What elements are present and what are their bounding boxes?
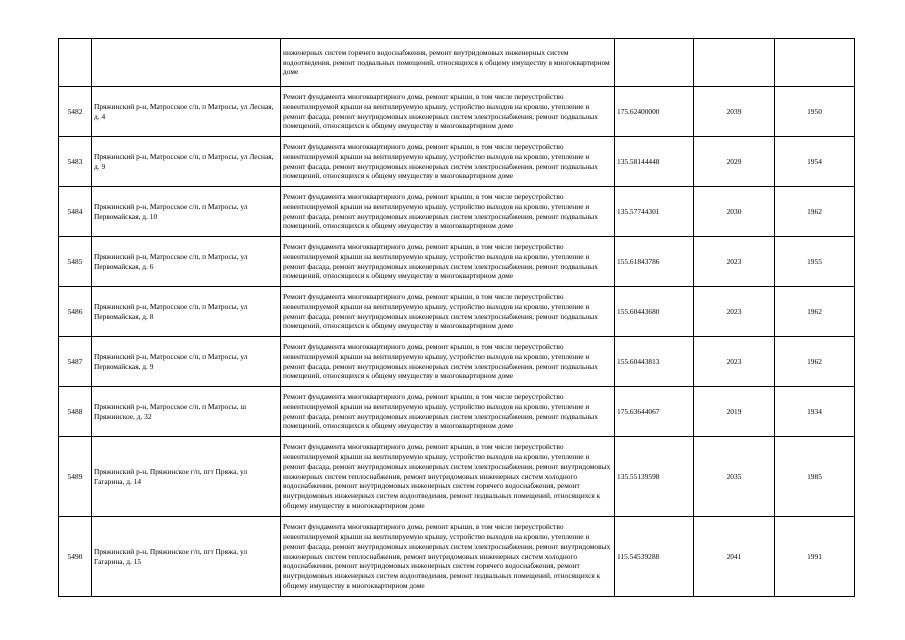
planned-year-cell: 2029 xyxy=(694,137,775,187)
build-year-cell: 1954 xyxy=(775,137,855,187)
address-cell: Пряжинский р-н, Пряжинское г/п, пгт Пряжа, ул Гагарина, д. 15 xyxy=(92,517,281,597)
build-year-cell: 1985 xyxy=(775,437,855,517)
address-cell: Пряжинский р-н, Матросское с/п, п Матросы, ул Первомайская, д. 9 xyxy=(92,337,281,387)
table-row xyxy=(59,337,855,387)
works-cell: Ремонт фундамента многоквартирного дома, ремонт крыши, в том числе переустройство невентилируемой крыши на вентилируемую крышу, устройство выходов на кровлю, утепление и ремонт фасада, ремонт внутридомовых инженерных систем электроснабжения, ремонт внутридомовых инженерных систем теплоснабжения, ремонт внутридомовых инженерных систем холодного водоснабжения, ремонт внутридомовых инженерных систем горячего водоснабжения, ремонт внутридомовых инженерных систем водоотведения, ремонт подвальных помещений, относящихся к общему имуществу в многоквартирном доме xyxy=(281,517,615,597)
table-row xyxy=(59,437,855,517)
cost-cell: 155.60443680 xyxy=(615,287,694,337)
table-row xyxy=(59,287,855,337)
table-row xyxy=(59,39,855,87)
works-cell: Ремонт фундамента многоквартирного дома, ремонт крыши, в том числе переустройство невентилируемой крыши на вентилируемую крышу, устройство выходов на кровлю, утепление и ремонт фасада, ремонт внутридомовых инженерных систем электроснабжения, ремонт подвальных помещений, относящихся к общему имуществу в многоквартирном доме xyxy=(281,387,615,437)
cost-cell: 135.55139598 xyxy=(615,437,694,517)
cost-cell: 175.63644067 xyxy=(615,387,694,437)
planned-year-cell: 2030 xyxy=(694,187,775,237)
cost-cell: 135.57744301 xyxy=(615,187,694,237)
row-number xyxy=(59,39,92,87)
works-cell: Ремонт фундамента многоквартирного дома, ремонт крыши, в том числе переустройство невентилируемой крыши на вентилируемую крышу, устройство выходов на кровлю, утепление и ремонт фасада, ремонт внутридомовых инженерных систем электроснабжения, ремонт внутридомовых инженерных систем теплоснабжения, ремонт внутридомовых инженерных систем холодного водоснабжения, ремонт внутридомовых инженерных систем горячего водоснабжения, ремонт внутридомовых инженерных систем водоотведения, ремонт подвальных помещений, относящихся к общему имуществу в многоквартирном доме xyxy=(281,437,615,517)
works-cell: инженерных систем горячего водоснабжения, ремонт внутридомовых инженерных систем водоотведения, ремонт подвальных помещений, относящихся к общему имуществу в многоквартирном доме xyxy=(281,39,615,87)
address-cell: Пряжинский р-н, Матросское с/п, п Матросы, ул Первомайская, д. 8 xyxy=(92,287,281,337)
table-row xyxy=(59,137,855,187)
planned-year-cell xyxy=(694,39,775,87)
table-row xyxy=(59,387,855,437)
row-number: 5485 xyxy=(59,237,92,287)
row-number: 5484 xyxy=(59,187,92,237)
build-year-cell: 1962 xyxy=(775,337,855,387)
works-cell: Ремонт фундамента многоквартирного дома, ремонт крыши, в том числе переустройство невентилируемой крыши на вентилируемую крышу, устройство выходов на кровлю, утепление и ремонт фасада, ремонт внутридомовых инженерных систем электроснабжения, ремонт подвальных помещений, относящихся к общему имуществу в многоквартирном доме xyxy=(281,187,615,237)
planned-year-cell: 2023 xyxy=(694,237,775,287)
build-year-cell: 1962 xyxy=(775,287,855,337)
cost-cell: 155.61843786 xyxy=(615,237,694,287)
row-number: 5490 xyxy=(59,517,92,597)
build-year-cell: 1955 xyxy=(775,237,855,287)
build-year-cell: 1950 xyxy=(775,87,855,137)
planned-year-cell: 2039 xyxy=(694,87,775,137)
address-cell: Пряжинский р-н, Матросское с/п, п Матросы, ул Первомайская, д. 10 xyxy=(92,187,281,237)
row-number: 5482 xyxy=(59,87,92,137)
address-cell: Пряжинский р-н, Пряжинское г/п, пгт Пряжа, ул Гагарина, д. 14 xyxy=(92,437,281,517)
planned-year-cell: 2023 xyxy=(694,337,775,387)
row-number: 5483 xyxy=(59,137,92,187)
planned-year-cell: 2019 xyxy=(694,387,775,437)
address-cell xyxy=(92,39,281,87)
address-cell: Пряжинский р-н, Матросское с/п, п Матросы, ул Лесная, д. 4 xyxy=(92,87,281,137)
address-cell: Пряжинский р-н, Матросское с/п, п Матросы, ш Пряжинское, д. 32 xyxy=(92,387,281,437)
works-cell: Ремонт фундамента многоквартирного дома, ремонт крыши, в том числе переустройство невентилируемой крыши на вентилируемую крышу, устройство выходов на кровлю, утепление и ремонт фасада, ремонт внутридомовых инженерных систем электроснабжения, ремонт подвальных помещений, относящихся к общему имуществу в многоквартирном доме xyxy=(281,237,615,287)
build-year-cell: 1934 xyxy=(775,387,855,437)
housing-repair-table xyxy=(58,38,855,597)
cost-cell: 115.54539288 xyxy=(615,517,694,597)
cost-cell: 155.60443813 xyxy=(615,337,694,387)
build-year-cell: 1991 xyxy=(775,517,855,597)
works-cell: Ремонт фундамента многоквартирного дома, ремонт крыши, в том числе переустройство невентилируемой крыши на вентилируемую крышу, устройство выходов на кровлю, утепление и ремонт фасада, ремонт внутридомовых инженерных систем электроснабжения, ремонт подвальных помещений, относящихся к общему имуществу в многоквартирном доме xyxy=(281,337,615,387)
address-cell: Пряжинский р-н, Матросское с/п, п Матросы, ул Лесная, д. 9 xyxy=(92,137,281,187)
table-row xyxy=(59,517,855,597)
build-year-cell xyxy=(775,39,855,87)
planned-year-cell: 2023 xyxy=(694,287,775,337)
table-row xyxy=(59,187,855,237)
cost-cell xyxy=(615,39,694,87)
row-number: 5486 xyxy=(59,287,92,337)
planned-year-cell: 2035 xyxy=(694,437,775,517)
works-cell: Ремонт фундамента многоквартирного дома, ремонт крыши, в том числе переустройство невентилируемой крыши на вентилируемую крышу, устройство выходов на кровлю, утепление и ремонт фасада, ремонт внутридомовых инженерных систем электроснабжения, ремонт подвальных помещений, относящихся к общему имуществу в многоквартирном доме xyxy=(281,87,615,137)
build-year-cell: 1962 xyxy=(775,187,855,237)
row-number: 5489 xyxy=(59,437,92,517)
row-number: 5488 xyxy=(59,387,92,437)
works-cell: Ремонт фундамента многоквартирного дома, ремонт крыши, в том числе переустройство невентилируемой крыши на вентилируемую крышу, устройство выходов на кровлю, утепление и ремонт фасада, ремонт внутридомовых инженерных систем электроснабжения, ремонт подвальных помещений, относящихся к общему имуществу в многоквартирном доме xyxy=(281,287,615,337)
cost-cell: 175.62400000 xyxy=(615,87,694,137)
address-cell: Пряжинский р-н, Матросское с/п, п Матросы, ул Первомайская, д. 6 xyxy=(92,237,281,287)
works-cell: Ремонт фундамента многоквартирного дома, ремонт крыши, в том числе переустройство невентилируемой крыши на вентилируемую крышу, устройство выходов на кровлю, утепление и ремонт фасада, ремонт внутридомовых инженерных систем электроснабжения, ремонт подвальных помещений, относящихся к общему имуществу в многоквартирном доме xyxy=(281,137,615,187)
table-row xyxy=(59,237,855,287)
cost-cell: 135.58144448 xyxy=(615,137,694,187)
planned-year-cell: 2041 xyxy=(694,517,775,597)
row-number: 5487 xyxy=(59,337,92,387)
table-row xyxy=(59,87,855,137)
